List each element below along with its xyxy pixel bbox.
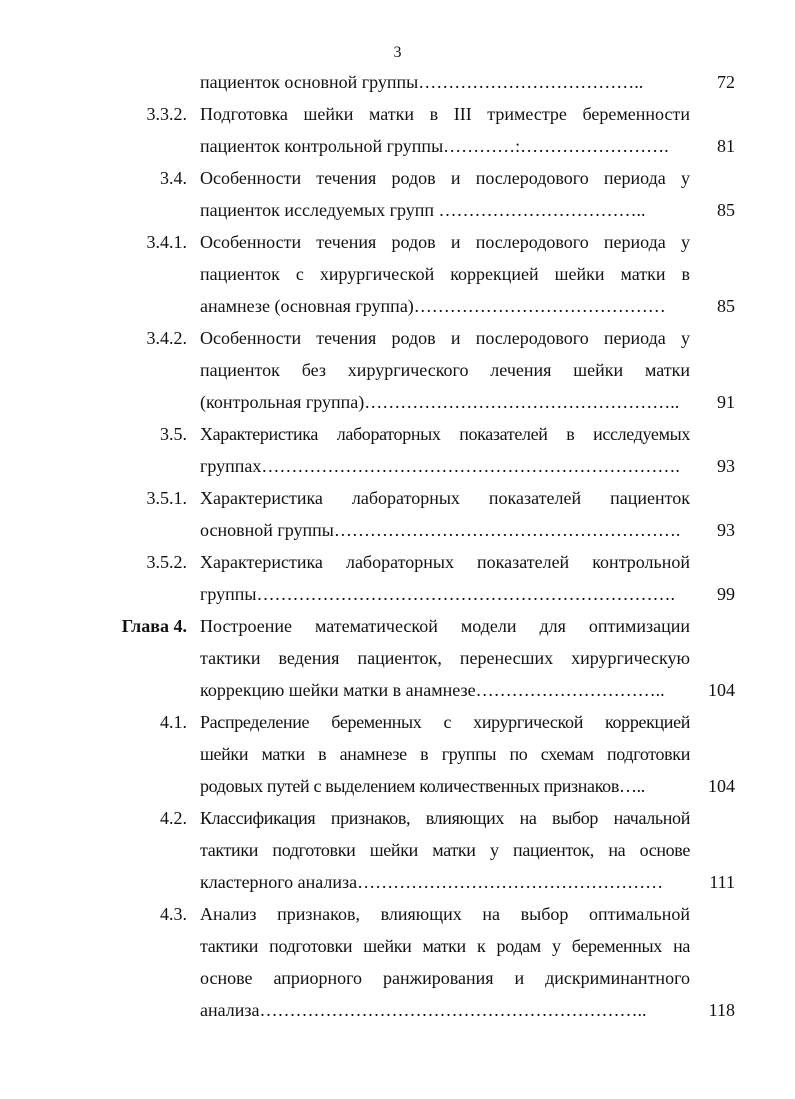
toc-entry-line: Характеристика лабораторных показателей пациенток (200, 488, 690, 508)
toc-entry-page: 85 (717, 200, 735, 220)
toc-entry-page: 93 (717, 456, 735, 476)
toc-entry-line: коррекцию шейки матки в анамнезе………………………….. (200, 680, 665, 700)
toc-entry-line: пациенток контрольной группы…………:……………………. (200, 136, 669, 156)
toc-entry-page: 104 (708, 680, 735, 700)
toc-entry-line: пациенток без хирургического лечения шейки матки (200, 360, 690, 380)
toc-entry-line: пациенток с хирургической коррекцией шейки матки в (200, 264, 690, 284)
toc-entry-line: шейки матки в анамнезе в группы по схемам подготовки (200, 744, 690, 764)
toc-entry-line: группы……………………………………………………………. (200, 584, 676, 604)
toc-entry-number: 4.1. (160, 712, 187, 732)
toc-entry-line: тактики подготовки шейки матки у пациенток, на основе (200, 840, 690, 860)
toc-entry-line: родовых путей с выделением количественных признаков….. (200, 776, 645, 796)
toc-entry-number: 3.4. (160, 168, 187, 188)
toc-entry-line: Особенности течения родов и послеродового периода у (200, 232, 690, 252)
toc-entry-line: (контрольная группа)…………………………………………….. (200, 392, 680, 412)
toc-entry-page: 81 (717, 136, 735, 156)
toc-entry-line: анализа……………………………………………………….. (200, 1000, 647, 1020)
toc-entry-line: тактики подготовки шейки матки к родам у беременных на (200, 936, 690, 956)
toc-entry-line: тактики ведения пациенток, перенесших хирургическую (200, 648, 690, 668)
toc-entry-line: пациенток основной группы……………………………….. (200, 72, 644, 92)
toc-entry-line: кластерного анализа…………………………………………… (200, 872, 664, 892)
toc-entry-page: 104 (708, 776, 735, 796)
toc-entry-line: Особенности течения родов и послеродового периода у (200, 328, 690, 348)
toc-entry-line: Распределение беременных с хирургической коррекцией (200, 712, 690, 732)
toc-entry-line: группах……………………………………………………………. (200, 456, 680, 476)
toc-entry-number: 4.3. (160, 904, 187, 924)
toc-entry-page: 118 (708, 1000, 735, 1020)
toc-entry-number: 3.3.2. (146, 104, 187, 124)
toc-entry-page: 99 (717, 584, 735, 604)
toc-entry-number: 3.5. (160, 424, 187, 444)
toc-entry-number: 3.5.1. (146, 488, 187, 508)
toc-entry-line: Характеристика лабораторных показателей в исследуемых (200, 424, 690, 444)
toc-entry-line: Подготовка шейки матки в III триместре беременности (200, 104, 690, 124)
toc-entry-line: анамнезе (основная группа)…………………………………… (200, 296, 666, 316)
toc-entry-line: основе априорного ранжирования и дискриминантного (200, 968, 690, 988)
toc-entry-line: Характеристика лабораторных показателей контрольной (200, 552, 690, 572)
toc-entry-page: 91 (717, 392, 735, 412)
toc-entry-page: 111 (709, 872, 735, 892)
toc-entry-line: Классификация признаков, влияющих на выбор начальной (200, 808, 690, 828)
toc-entry-line: Особенности течения родов и послеродового периода у (200, 168, 690, 188)
page-number: 3 (393, 44, 402, 61)
toc-entry-number: 3.4.1. (146, 232, 187, 252)
toc-entry-line: Анализ признаков, влияющих на выбор оптимальной (200, 904, 690, 924)
toc-entry-number: Глава 4. (121, 616, 187, 636)
toc-entry-page: 72 (717, 72, 735, 92)
toc-entry-number: 4.2. (160, 808, 187, 828)
toc-entry-line: Построение математической модели для оптимизации (200, 616, 690, 636)
toc-entry-line: основной группы…………………………………………………. (200, 520, 681, 540)
toc-entry-number: 3.4.2. (146, 328, 187, 348)
toc-entry-number: 3.5.2. (146, 552, 187, 572)
toc-entry-line: пациенток исследуемых групп …………………………….. (200, 200, 646, 220)
toc-entry-page: 85 (717, 296, 735, 316)
toc-entry-page: 93 (717, 520, 735, 540)
